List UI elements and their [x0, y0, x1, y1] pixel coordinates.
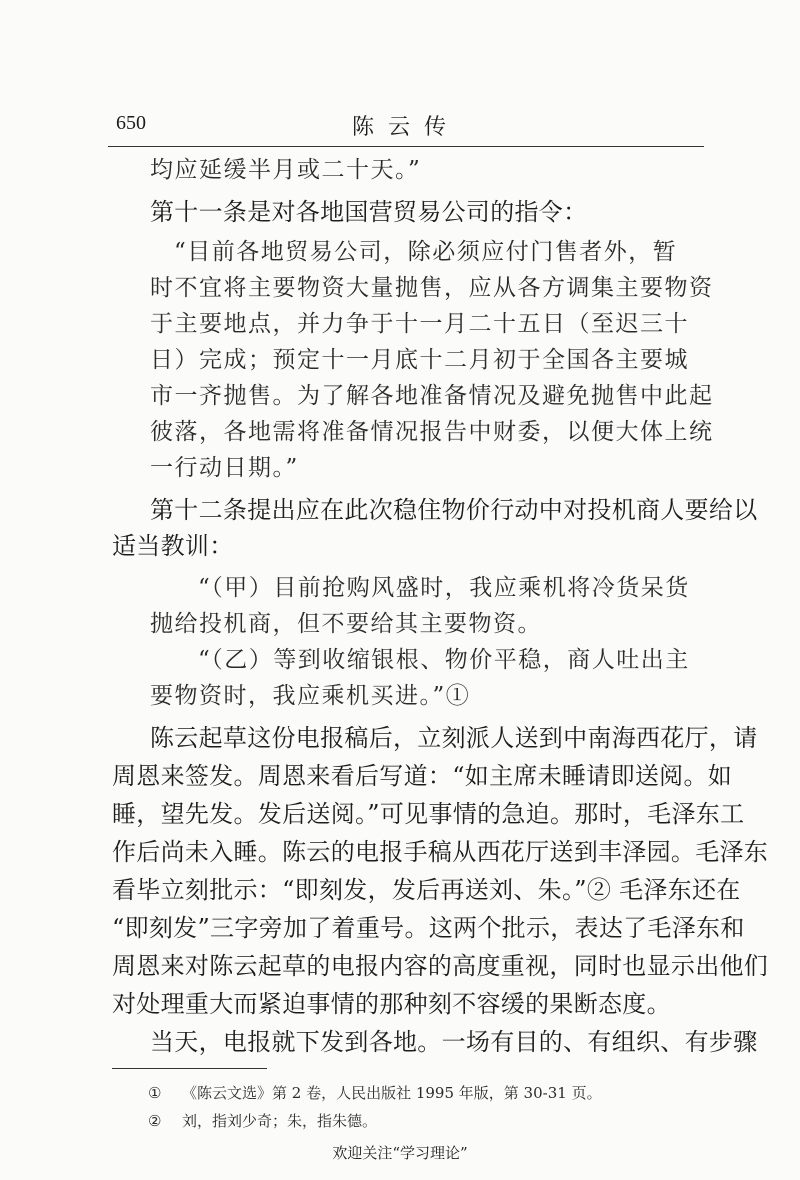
footnote-mark: ① — [148, 1084, 162, 1102]
footnote-text: 《陈云文选》第 2 卷，人民出版社 1995 年版，第 30-31 页。 — [182, 1084, 602, 1102]
text-line: 于主要地点，并力争于十一月二十五日（至迟三十 — [150, 311, 689, 337]
text-line: 第十二条提出应在此次稳住物价行动中对投机商人要给以 — [150, 496, 758, 524]
text-line: 一行动日期。” — [150, 455, 299, 481]
text-line: 要物资时，我应乘机买进。”① — [150, 683, 471, 709]
text-line: “（甲）目前抢购风盛时，我应乘机将冷货呆货 — [198, 575, 690, 601]
footer-watermark-text: 欢迎关注“学习理论” — [332, 1144, 468, 1162]
footnote-1 — [148, 1082, 602, 1104]
text-line: 均应延缓半月或二十天。” — [150, 157, 422, 183]
text-line: 彼落，各地需将准备情况报告中财委，以便大体上统 — [150, 419, 714, 445]
text-line: 周恩来对陈云起草的电报内容的高度重视，同时也显示出他们 — [112, 952, 769, 980]
footnote-rule — [112, 1068, 267, 1069]
text-line: 作后尚未入睡。陈云的电报手稿从西花厅送到丰泽园。毛泽东 — [112, 838, 769, 866]
text-line: 抛给投机商，但不要给其主要物资。 — [150, 611, 542, 637]
text-line: 对处理重大而紧迫事情的那种刻不容缓的果断态度。 — [112, 990, 671, 1018]
header-rule — [108, 146, 704, 147]
footnote-mark: ② — [148, 1112, 162, 1130]
text-line: 陈云起草这份电报稿后，立刻派人送到中南海西花厅，请 — [150, 724, 758, 752]
text-line: 第十一条是对各地国营贸易公司的指令： — [150, 198, 588, 226]
page-number: 650 — [116, 112, 146, 134]
text-line: 时不宜将主要物资大量抛售，应从各方调集主要物资 — [150, 275, 714, 301]
text-line: 日）完成；预定十一月底十二月初于全国各主要城 — [150, 347, 689, 373]
text-line: “即刻发”三字旁加了着重号。这两个批示，表达了毛泽东和 — [112, 914, 745, 942]
text-line: “（乙）等到收缩银根、物价平稳，商人吐出主 — [198, 647, 690, 673]
text-line: 睡，望先发。发后送阅。”可见事情的急迫。那时，毛泽东工 — [112, 800, 745, 828]
text-line: 周恩来签发。周恩来看后写道：“如主席未睡请即送阅。如 — [112, 762, 733, 790]
footnote-text: 刘，指刘少奇；朱，指朱德。 — [182, 1112, 378, 1130]
text-line: “目前各地贸易公司，除必须应付门售者外，暂 — [174, 239, 678, 265]
running-title: 陈云传 — [351, 115, 460, 140]
text-line: 看毕立刻批示：“即刻发，发后再送刘、朱。”② 毛泽东还在 — [112, 876, 741, 904]
page-header — [108, 106, 704, 140]
text-line: 适当教训： — [112, 532, 234, 560]
footnote-2 — [148, 1110, 377, 1132]
text-line: 当天，电报就下发到各地。一场有目的、有组织、有步骤 — [150, 1028, 758, 1056]
text-line: 市一齐抛售。为了解各地准备情况及避免抛售中此起 — [150, 383, 714, 409]
